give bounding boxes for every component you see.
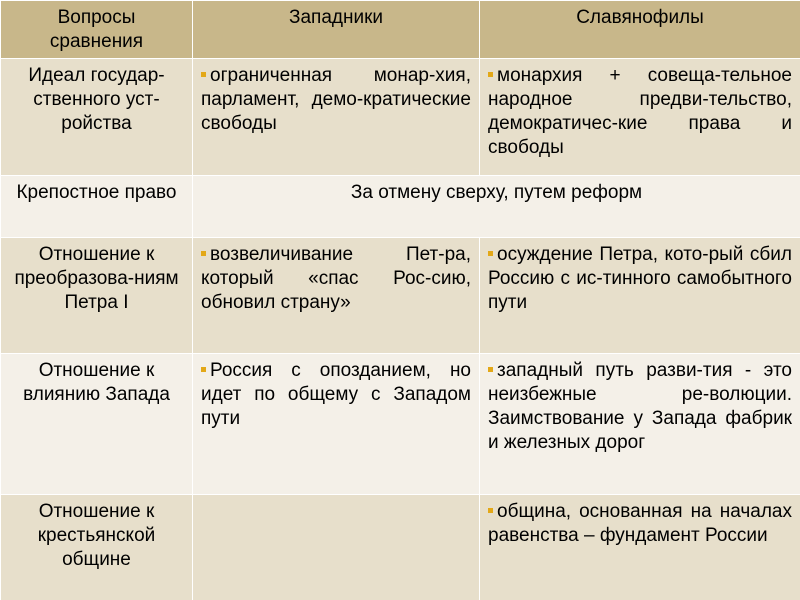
row-label: Отношение к крестьянской общине bbox=[1, 495, 193, 600]
header-comparison-questions: Вопросы сравнения bbox=[1, 1, 193, 59]
square-bullet-icon bbox=[488, 367, 493, 372]
merged-cell: За отмену сверху, путем реформ bbox=[193, 176, 800, 238]
row-label: Крепостное право bbox=[1, 176, 193, 238]
slavophiles-cell bbox=[480, 495, 800, 600]
header-slavophiles: Славянофилы bbox=[480, 1, 800, 59]
cell-text: осуждение Петра, кото-рый сбил Россию с ис-тинного самобытного пути bbox=[488, 244, 792, 313]
table-header-row bbox=[1, 1, 800, 59]
table-row bbox=[1, 59, 800, 176]
slavophiles-cell bbox=[480, 354, 800, 495]
table-row bbox=[1, 495, 800, 600]
square-bullet-icon bbox=[201, 251, 206, 256]
westernizers-cell-empty bbox=[193, 495, 480, 600]
cell-text: Россия с опозданием, но идет по общему с Западом пути bbox=[201, 360, 471, 429]
cell-text: община, основанная на началах равенства – фундамент России bbox=[488, 501, 792, 546]
westernizers-cell bbox=[193, 238, 480, 354]
square-bullet-icon bbox=[201, 72, 206, 77]
header-westernizers: Западники bbox=[193, 1, 480, 59]
table-row bbox=[1, 354, 800, 495]
row-label: Отношение к преобразова-ниям Петра I bbox=[1, 238, 193, 354]
table-row bbox=[1, 176, 800, 238]
square-bullet-icon bbox=[488, 72, 493, 77]
square-bullet-icon bbox=[488, 508, 493, 513]
cell-text: монархия + совеща-тельное народное предви-тельство, демократичес-кие права и свободы bbox=[488, 65, 792, 158]
cell-text: западный путь разви-тия - это неизбежные ре-волюции. Заимствование у Запада фабрик и железных дорог bbox=[488, 360, 792, 453]
row-label: Отношение к влиянию Запада bbox=[1, 354, 193, 495]
slavophiles-cell bbox=[480, 238, 800, 354]
row-label: Идеал государ-ственного уст-ройства bbox=[1, 59, 193, 176]
square-bullet-icon bbox=[201, 367, 206, 372]
cell-text: ограниченная монар-хия, парламент, демо-кратические свободы bbox=[201, 65, 471, 134]
cell-text: возвеличивание Пет-ра, который «спас Рос-сию, обновил страну» bbox=[201, 244, 471, 313]
westernizers-cell bbox=[193, 354, 480, 495]
table-row bbox=[1, 238, 800, 354]
square-bullet-icon bbox=[488, 251, 493, 256]
slavophiles-cell bbox=[480, 59, 800, 176]
westernizers-cell bbox=[193, 59, 480, 176]
